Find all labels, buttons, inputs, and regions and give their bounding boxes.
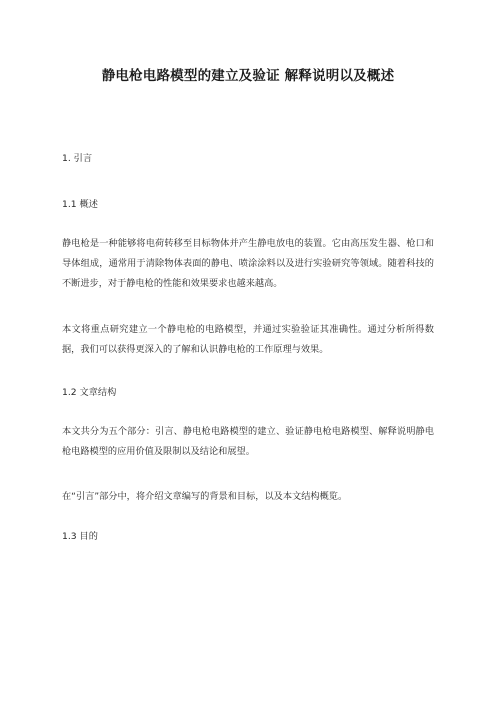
paragraph-overview-1: 静电枪是一种能够将电荷转移至目标物体并产生静电放电的装置。它由高压发生器、枪口和导体组成，通常用于清除物体表面的静电、喷涂涂料以及进行实验研究等领域。随着科技的不断进步，对于静电枪的性能和效果要求也越来越高。 <box>62 238 434 289</box>
paragraph-structure-1: 本文共分为五个部分：引言、静电枪电路模型的建立、验证静电枪电路模型、解释说明静电枪电路模型的应用价值及限制以及结论和展望。 <box>62 426 434 457</box>
section-heading-introduction: 1. 引言 <box>62 153 93 164</box>
section-heading-structure: 1.2 文章结构 <box>62 387 117 398</box>
document-title: 静电枪电路模型的建立及验证 解释说明以及概述 <box>101 68 395 84</box>
section-heading-overview: 1.1 概述 <box>62 199 98 210</box>
paragraph-overview-2: 本文将重点研究建立一个静电枪的电路模型，并通过实验验证其准确性。通过分析所得数据，我们可以获得更深入的了解和认识静电枪的工作原理与效果。 <box>62 324 434 355</box>
paragraph-structure-2: 在“引言”部分中，将介绍文章编写的背景和目标，以及本文结构概览。 <box>62 491 348 502</box>
section-heading-purpose: 1.3 目的 <box>62 531 98 542</box>
